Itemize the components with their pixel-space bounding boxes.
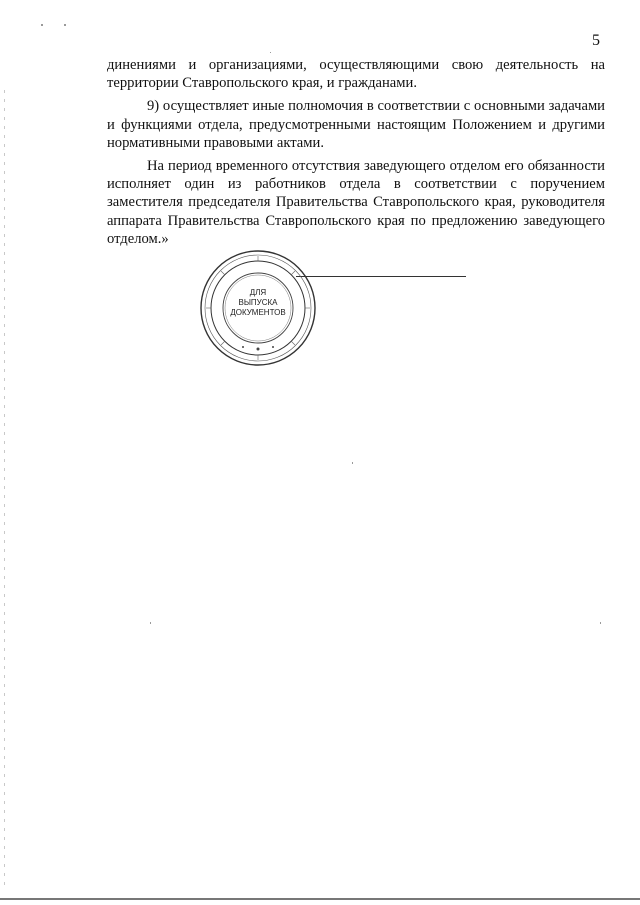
- signature-line: [296, 276, 466, 277]
- official-stamp: [198, 248, 318, 368]
- page-number: 5: [592, 32, 600, 49]
- paragraph-item-9: 9) осуществляет иные полномочия в соответствии с основными задачами и функциями отдела, предусмотренными настоящим Положением и другими нормативными правовыми актами.: [107, 98, 605, 151]
- stamp-center-line: ДОКУМЕНТОВ: [230, 308, 286, 317]
- stamp-center-text: [224, 288, 292, 318]
- paragraph-temporary-absence: На период временного отсутствия заведующего отделом его обязанности исполняет один из работников отдела в соответствии с поручением заместителя председателя Правительства Ставропольского края, руководителя аппарата Правительства Ставропольского края по предложению заведующего отделом.»: [107, 158, 605, 247]
- stamp-center-line: ВЫПУСКА: [238, 298, 278, 307]
- scan-speck: [64, 24, 66, 26]
- scan-speck: [150, 622, 151, 624]
- scan-speck: [270, 52, 271, 53]
- scan-speck: [352, 462, 353, 464]
- stamp-center-line: ДЛЯ: [249, 288, 267, 297]
- scan-bottom-edge: [0, 898, 640, 900]
- scan-left-edge: [4, 90, 5, 890]
- scan-speck: [41, 24, 43, 26]
- scan-speck: [600, 622, 601, 624]
- document-body: [107, 56, 605, 248]
- paragraph-continuation: динениями и организациями, осуществляющими свою деятельность на территории Ставропольского края, и гражданами.: [107, 57, 605, 92]
